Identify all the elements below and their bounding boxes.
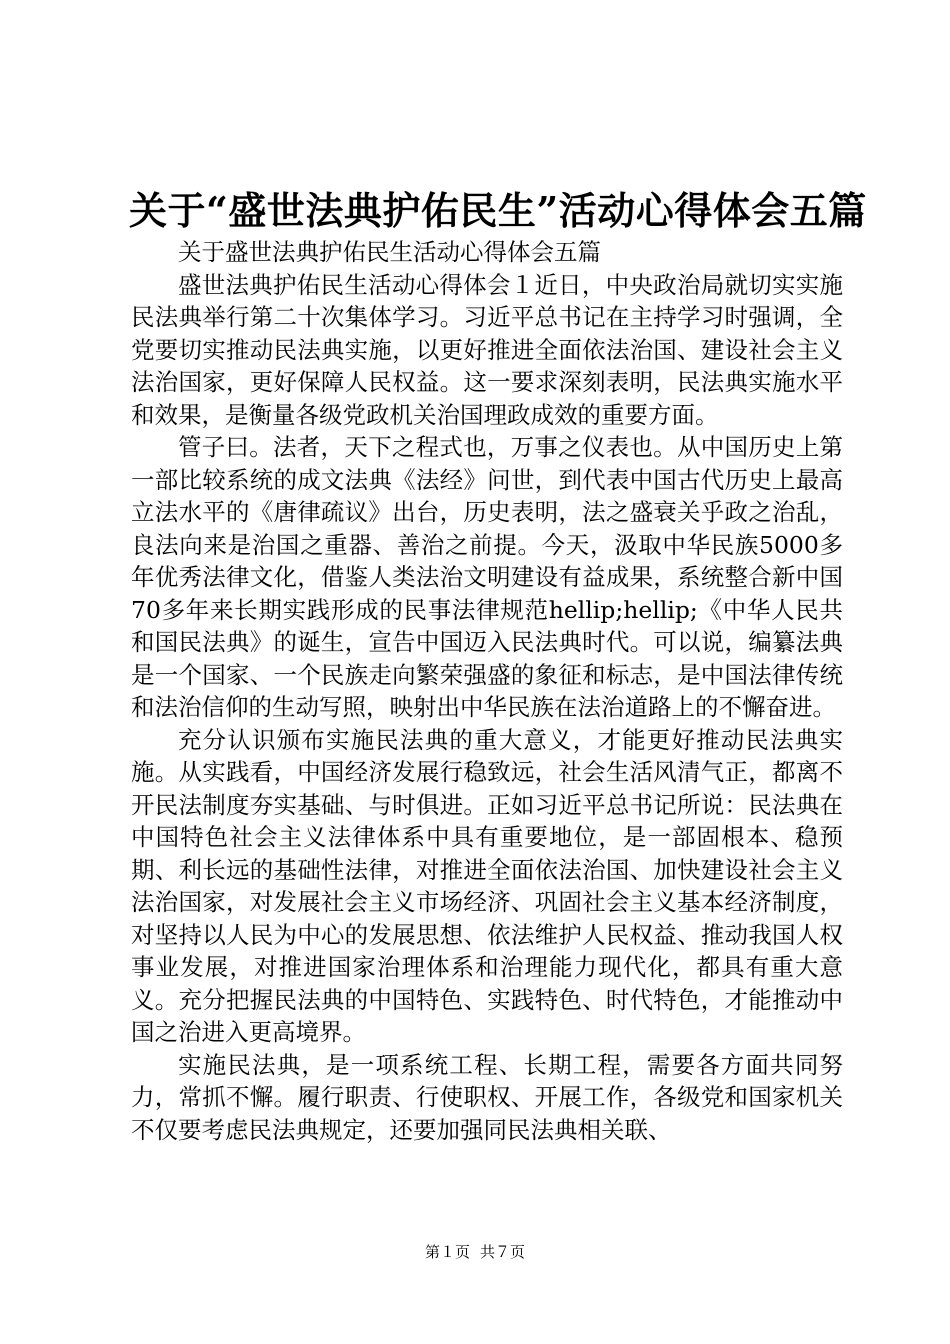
body-paragraph-3: 充分认识颁布实施民法典的重大意义，才能更好推动民法典实施。从实践看，中国经济发展行稳致远，社会生活风清气正，都离不开民法制度夯实基础、与时俱进。正如习近平总书记所说：民法典在中国特色社会主义法律体系中具有重要地位，是一部固根本、稳预期、利长远的基础性法律，对推进全面依法治国、加快建设社会主义法治国家，对发展社会主义市场经济、巩固社会主义基本经济制度，对坚持以人民为中心的发展思想、依法维护人民权益、推动我国人权事业发展，对推进国家治理体系和治理能力现代化，都具有重大意义。充分把握民法典的中国特色、实践特色、时代特色，才能推动中国之治进入更高境界。 (131, 725, 843, 1046)
page-footer (0, 1241, 950, 1263)
document-title: 关于“盛世法典护佑民生”活动心得体会五篇 (129, 188, 867, 233)
page-number: 第１页 (424, 1243, 470, 1261)
subtitle-paragraph: 关于盛世法典护佑民生活动心得体会五篇 (178, 238, 601, 266)
body-paragraph-4: 实施民法典，是一项系统工程、长期工程，需要各方面共同努力，常抓不懈。履行职责、行使职权、开展工作，各级党和国家机关不仅要考虑民法典规定，还要加强同民法典相关联、 (131, 1050, 843, 1144)
page-total: 共７页 (480, 1243, 526, 1261)
body-paragraph-2: 管子曰。法者，天下之程式也，万事之仪表也。从中国历史上第一部比较系统的成文法典《法经》问世，到代表中国古代历史上最高立法水平的《唐律疏议》出台，历史表明，法之盛衰关乎政之治乱，良法向来是治国之重器、善治之前提。今天，汲取中华民族5000多年优秀法律文化，借鉴人类法治文明建设有益成果，系统整合新中国70多年来长期实践形成的民事法律规范hellip;hellip;《中华人民共和国民法典》的诞生，宣告中国迈入民法典时代。可以说，编纂法典是一个国家、一个民族走向繁荣强盛的象征和标志，是中国法律传统和法治信仰的生动写照，映射出中华民族在法治道路上的不懈奋进。 (131, 433, 843, 721)
document-body (131, 236, 843, 1146)
body-paragraph-1: 盛世法典护佑民生活动心得体会１近日，中央政治局就切实实施民法典举行第二十次集体学习。习近平总书记在主持学习时强调，全党要切实推动民法典实施，以更好推进全面依法治国、建设社会主义法治国家，更好保障人民权益。这一要求深刻表明，民法典实施水平和效果，是衡量各级党政机关治国理政成效的重要方面。 (131, 270, 843, 429)
